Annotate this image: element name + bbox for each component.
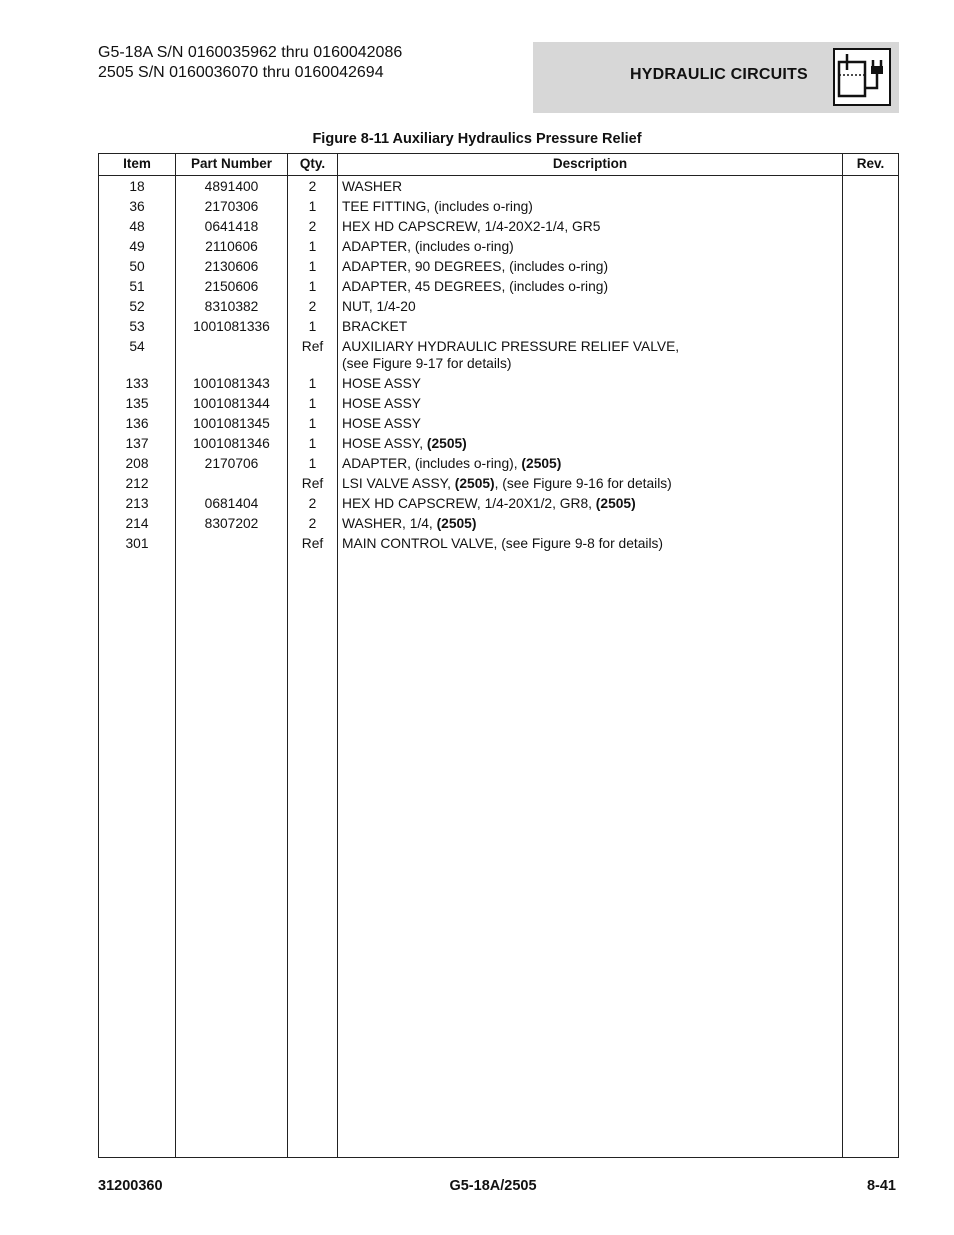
description-text: HOSE ASSY	[342, 415, 421, 431]
item-number: 51	[129, 278, 145, 294]
description	[342, 475, 842, 492]
section-title: HYDRAULIC CIRCUITS	[630, 66, 808, 83]
description-text: BRACKET	[342, 318, 408, 334]
part-number: 2110606	[205, 238, 258, 254]
quantity: 2	[308, 218, 317, 234]
table-row	[99, 433, 898, 453]
item-number: 214	[125, 515, 149, 531]
table-row	[99, 513, 898, 533]
item-number: 48	[129, 218, 145, 234]
description	[342, 238, 842, 255]
item-number: 50	[129, 258, 145, 274]
quantity: 1	[308, 198, 317, 214]
table-row	[99, 473, 898, 493]
description	[342, 495, 842, 512]
description-text: ADAPTER, (includes o-ring),	[342, 455, 522, 471]
quantity: 2	[308, 495, 317, 511]
description	[342, 338, 842, 372]
item-number: 133	[125, 375, 149, 391]
item-number: 53	[129, 318, 145, 334]
description	[342, 258, 842, 275]
table-row	[99, 276, 898, 296]
description	[342, 415, 842, 432]
description	[342, 515, 842, 532]
part-number: 2150606	[204, 278, 259, 294]
description-text: TEE FITTING, (includes o-ring)	[342, 198, 533, 214]
quantity: 2	[308, 178, 317, 194]
table-row	[99, 256, 898, 276]
item-number: 136	[125, 415, 149, 431]
item-number: 212	[125, 475, 149, 491]
description-text: HEX HD CAPSCREW, 1/4-20X1/2, GR8,	[342, 495, 596, 511]
quantity: 1	[308, 258, 317, 274]
column-header-qty: Qty.	[299, 156, 326, 171]
part-number: 2170306	[204, 198, 259, 214]
table-row	[99, 196, 898, 216]
serial-line-1: G5-18A S/N 0160035962 thru 0160042086	[98, 44, 403, 61]
description	[342, 375, 842, 392]
description-text: HOSE ASSY,	[342, 435, 427, 451]
item-number: 18	[129, 178, 145, 194]
part-number: 1001081336	[193, 318, 270, 334]
description-text: WASHER, 1/4,	[342, 515, 437, 531]
table-row	[99, 373, 898, 393]
item-number: 301	[125, 535, 149, 551]
part-number: 2170706	[204, 455, 259, 471]
table-row	[99, 296, 898, 316]
description-text: (2505)	[595, 495, 636, 511]
hydraulic-tank-icon	[833, 48, 891, 106]
part-number: 1001081344	[193, 395, 270, 411]
description	[342, 435, 842, 452]
description	[342, 535, 842, 552]
description-text: NUT, 1/4-20	[342, 298, 416, 314]
description-text: LSI VALVE ASSY,	[342, 475, 455, 491]
description-text: WASHER	[342, 178, 403, 194]
figure-title: Figure 8-11 Auxiliary Hydraulics Pressure Relief	[312, 131, 642, 147]
table-row	[99, 336, 898, 373]
quantity: Ref	[301, 535, 324, 551]
description-text: , (see Figure 9-16 for details)	[494, 475, 672, 491]
quantity: Ref	[301, 338, 324, 354]
quantity: 1	[308, 455, 317, 471]
quantity: 2	[308, 515, 317, 531]
model-name: G5-18A/2505	[449, 1178, 537, 1194]
serial-line-2: 2505 S/N 0160036070 thru 0160042694	[98, 64, 384, 81]
description	[342, 278, 842, 295]
description-text: (2505)	[426, 435, 467, 451]
section-header	[533, 42, 899, 113]
item-number: 54	[129, 338, 145, 354]
description	[342, 218, 842, 235]
description	[342, 198, 842, 215]
description-text: (see Figure 9-17 for details)	[342, 355, 512, 371]
quantity: 1	[308, 435, 317, 451]
table-row	[99, 533, 898, 553]
doc-number: 31200360	[98, 1178, 163, 1194]
description-text: AUXILIARY HYDRAULIC PRESSURE RELIEF VALVE,	[342, 338, 680, 354]
table-row	[99, 216, 898, 236]
description	[342, 318, 842, 335]
table-row	[99, 453, 898, 473]
description-text: MAIN CONTROL VALVE, (see Figure 9-8 for details)	[342, 535, 663, 551]
description-text: HOSE ASSY	[342, 395, 421, 411]
item-number: 137	[125, 435, 149, 451]
description-text: ADAPTER, 45 DEGREES, (includes o-ring)	[342, 278, 609, 294]
description-text: (2505)	[454, 475, 495, 491]
item-number: 36	[129, 198, 145, 214]
table-row	[99, 236, 898, 256]
quantity: 1	[308, 375, 317, 391]
column-header-rev: Rev.	[856, 156, 885, 171]
part-number: 1001081345	[193, 415, 270, 431]
part-number: 0641418	[204, 218, 259, 234]
quantity: Ref	[301, 475, 324, 491]
part-number: 1001081343	[193, 375, 270, 391]
quantity: 1	[308, 395, 317, 411]
description-text: ADAPTER, (includes o-ring)	[342, 238, 514, 254]
item-number: 213	[125, 495, 149, 511]
quantity: 1	[308, 238, 317, 254]
page-number: 8-41	[866, 1178, 896, 1194]
part-number: 8310382	[204, 298, 259, 314]
description-text: (2505)	[436, 515, 477, 531]
quantity: 1	[308, 318, 317, 334]
quantity: 1	[308, 278, 317, 294]
part-number: 0681404	[204, 495, 259, 511]
item-number: 52	[129, 298, 145, 314]
description-text: (2505)	[521, 455, 562, 471]
column-header-part-number: Part Number	[190, 156, 273, 171]
item-number: 135	[125, 395, 149, 411]
item-number: 208	[125, 455, 149, 471]
description	[342, 395, 842, 412]
table-row	[99, 493, 898, 513]
parts-table	[98, 153, 899, 1158]
description	[342, 178, 842, 195]
description	[342, 298, 842, 315]
description-text: HOSE ASSY	[342, 375, 421, 391]
description	[342, 455, 842, 472]
table-row	[99, 413, 898, 433]
part-number: 8307202	[204, 515, 259, 531]
table-row	[99, 316, 898, 336]
column-header-description: Description	[552, 156, 628, 171]
column-header-item: Item	[123, 156, 151, 171]
serial-range	[98, 43, 402, 83]
description-text: ADAPTER, 90 DEGREES, (includes o-ring)	[342, 258, 609, 274]
item-number: 49	[129, 238, 145, 254]
table-row	[99, 393, 898, 413]
part-number: 2130606	[204, 258, 259, 274]
part-number: 1001081346	[193, 435, 270, 451]
table-row	[99, 176, 898, 196]
table-body	[99, 176, 898, 553]
quantity: 2	[308, 298, 317, 314]
quantity: 1	[308, 415, 317, 431]
part-number: 4891400	[204, 178, 259, 194]
description-text: HEX HD CAPSCREW, 1/4-20X2-1/4, GR5	[342, 218, 601, 234]
